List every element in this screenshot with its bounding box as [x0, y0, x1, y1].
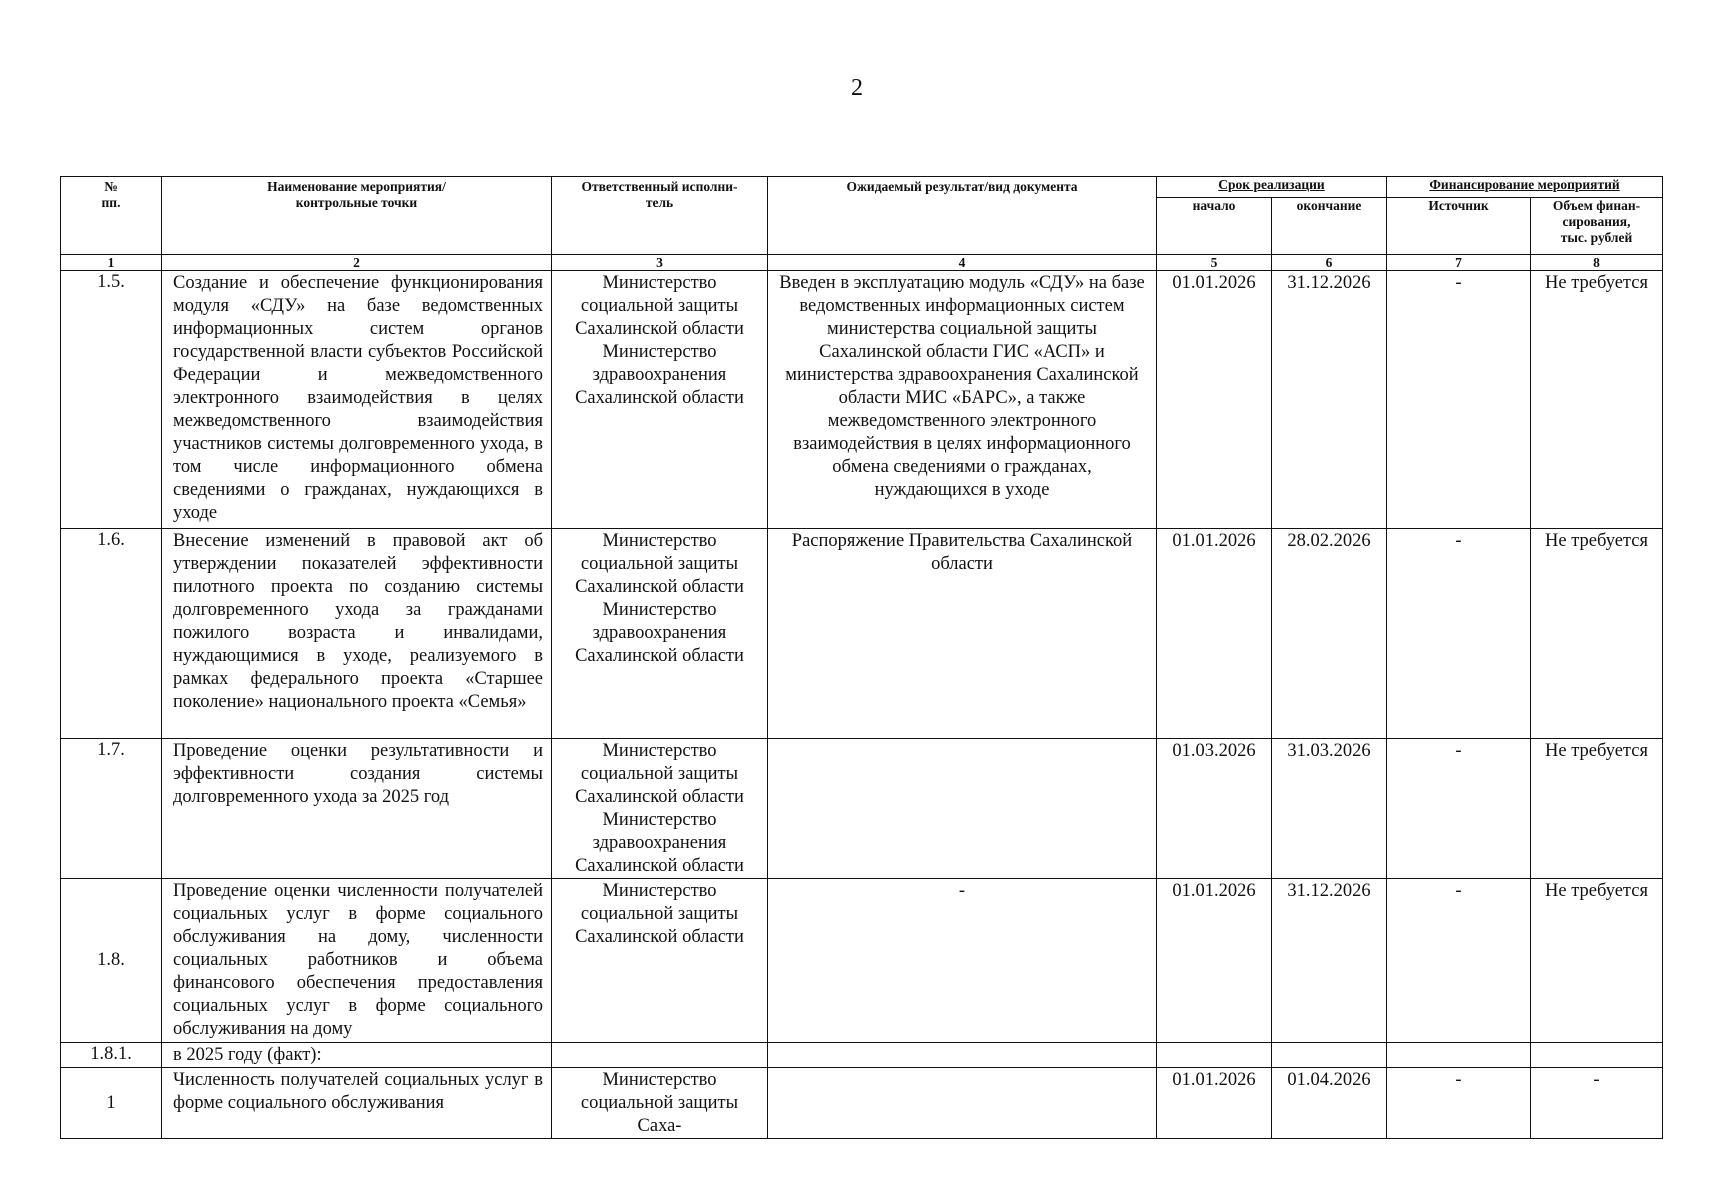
column-number: 7 — [1387, 255, 1531, 271]
column-number-row — [61, 255, 1663, 271]
column-number: 3 — [552, 255, 768, 271]
funding-source: - — [1387, 879, 1531, 1043]
responsible-executor: Министерство социальной защиты Саха- — [552, 1068, 768, 1139]
table-row — [61, 879, 1663, 1043]
activity-name: Внесение изменений в правовой акт об утверждении показателей эффективности пилотного проекта по созданию системы долговременного ухода за гражданами пожилого возраста и инвалидами, нуждающимися в уходе, реализуемого в рамках федерального проекта «Старшее поколение» национального проекта «Семья» — [162, 529, 552, 739]
funding-source: - — [1387, 271, 1531, 529]
funding-volume: Не требуется — [1531, 739, 1663, 879]
end-date: 28.02.2026 — [1272, 529, 1387, 739]
expected-result — [768, 739, 1157, 879]
end-date — [1272, 1043, 1387, 1068]
responsible-executor: Министерство социальной защиты Сахалинской области Министерство здравоохранения Сахалинской области — [552, 271, 768, 529]
activity-plan-table — [60, 176, 1663, 1139]
header-result: Ожидаемый результат/вид документа — [768, 177, 1157, 255]
end-date: 31.12.2026 — [1272, 271, 1387, 529]
row-number: 1.8.1. — [61, 1043, 162, 1068]
start-date — [1157, 1043, 1272, 1068]
start-date: 01.01.2026 — [1157, 271, 1272, 529]
funding-source: - — [1387, 1068, 1531, 1139]
header-responsible: Ответственный исполни- тель — [552, 177, 768, 255]
table-row — [61, 739, 1663, 879]
header-start: начало — [1157, 198, 1272, 255]
column-number: 1 — [61, 255, 162, 271]
row-number: 1.5. — [61, 271, 162, 529]
funding-volume: Не требуется — [1531, 529, 1663, 739]
column-number: 2 — [162, 255, 552, 271]
row-number: 1.8. — [61, 879, 162, 1043]
page-number: 2 — [851, 75, 863, 101]
activity-name: Создание и обеспечение функционирования модуля «СДУ» на базе ведомственных информационных систем органов государственной власти субъектов Российской Федерации и межведомственного электронного взаимодействия в целях межведомственного взаимодействия участников системы долговременного ухода, в том числе информационного обмена сведениями о гражданах, нуждающихся в уходе — [162, 271, 552, 529]
responsible-executor — [552, 1043, 768, 1068]
funding-volume — [1531, 1043, 1663, 1068]
table-row — [61, 271, 1663, 529]
end-date: 31.12.2026 — [1272, 879, 1387, 1043]
start-date: 01.01.2026 — [1157, 529, 1272, 739]
column-number: 5 — [1157, 255, 1272, 271]
start-date: 01.01.2026 — [1157, 879, 1272, 1043]
activity-name: Численность получателей социальных услуг в форме социального обслуживания — [162, 1068, 552, 1139]
start-date: 01.03.2026 — [1157, 739, 1272, 879]
expected-result — [768, 1043, 1157, 1068]
responsible-executor: Министерство социальной защиты Сахалинской области Министерство здравоохранения Сахалинской области — [552, 739, 768, 879]
header-period-group — [1157, 177, 1387, 198]
header-finance-group-label: Финансирование мероприятий — [1429, 177, 1620, 192]
end-date: 01.04.2026 — [1272, 1068, 1387, 1139]
end-date: 31.03.2026 — [1272, 739, 1387, 879]
activity-name: Проведение оценки результативности и эффективности создания системы долговременного ухода за 2025 год — [162, 739, 552, 879]
expected-result: - — [768, 879, 1157, 1043]
funding-volume: Не требуется — [1531, 271, 1663, 529]
row-number: 1.7. — [61, 739, 162, 879]
funding-source: - — [1387, 529, 1531, 739]
table-row — [61, 1043, 1663, 1068]
table-row — [61, 1068, 1663, 1139]
funding-volume: - — [1531, 1068, 1663, 1139]
row-number: 1.6. — [61, 529, 162, 739]
funding-source: - — [1387, 739, 1531, 879]
row-number: 1 — [61, 1068, 162, 1139]
column-number: 8 — [1531, 255, 1663, 271]
start-date: 01.01.2026 — [1157, 1068, 1272, 1139]
funding-source — [1387, 1043, 1531, 1068]
header-finance-group — [1387, 177, 1663, 198]
activity-name: в 2025 году (факт): — [162, 1043, 552, 1068]
responsible-executor: Министерство социальной защиты Сахалинской области Министерство здравоохранения Сахалинской области — [552, 529, 768, 739]
header-end: окончание — [1272, 198, 1387, 255]
expected-result: Введен в эксплуатацию модуль «СДУ» на базе ведомственных информационных систем министерства социальной защиты Сахалинской области ГИС «АСП» и министерства здравоохранения Сахалинской области МИС «БАРС», а также межведомственного электронного взаимодействия в целях информационного обмена сведениями о гражданах, нуждающихся в уходе — [768, 271, 1157, 529]
expected-result — [768, 1068, 1157, 1139]
activity-name: Проведение оценки численности получателей социальных услуг в форме социального обслуживания на дому, численности социальных работников и объема финансового обеспечения предоставления социальных услуг в форме социального обслуживания на дому — [162, 879, 552, 1043]
responsible-executor: Министерство социальной защиты Сахалинской области — [552, 879, 768, 1043]
column-number: 6 — [1272, 255, 1387, 271]
header-name: Наименование мероприятия/ контрольные точки — [162, 177, 552, 255]
header-row-top — [61, 177, 1663, 198]
table-row — [61, 529, 1663, 739]
header-volume: Объем финан- сирования, тыс. рублей — [1531, 198, 1663, 255]
header-source: Источник — [1387, 198, 1531, 255]
funding-volume: Не требуется — [1531, 879, 1663, 1043]
expected-result: Распоряжение Правительства Сахалинской области — [768, 529, 1157, 739]
header-period-group-label: Срок реализации — [1218, 177, 1325, 192]
header-num: № пп. — [61, 177, 162, 255]
column-number: 4 — [768, 255, 1157, 271]
